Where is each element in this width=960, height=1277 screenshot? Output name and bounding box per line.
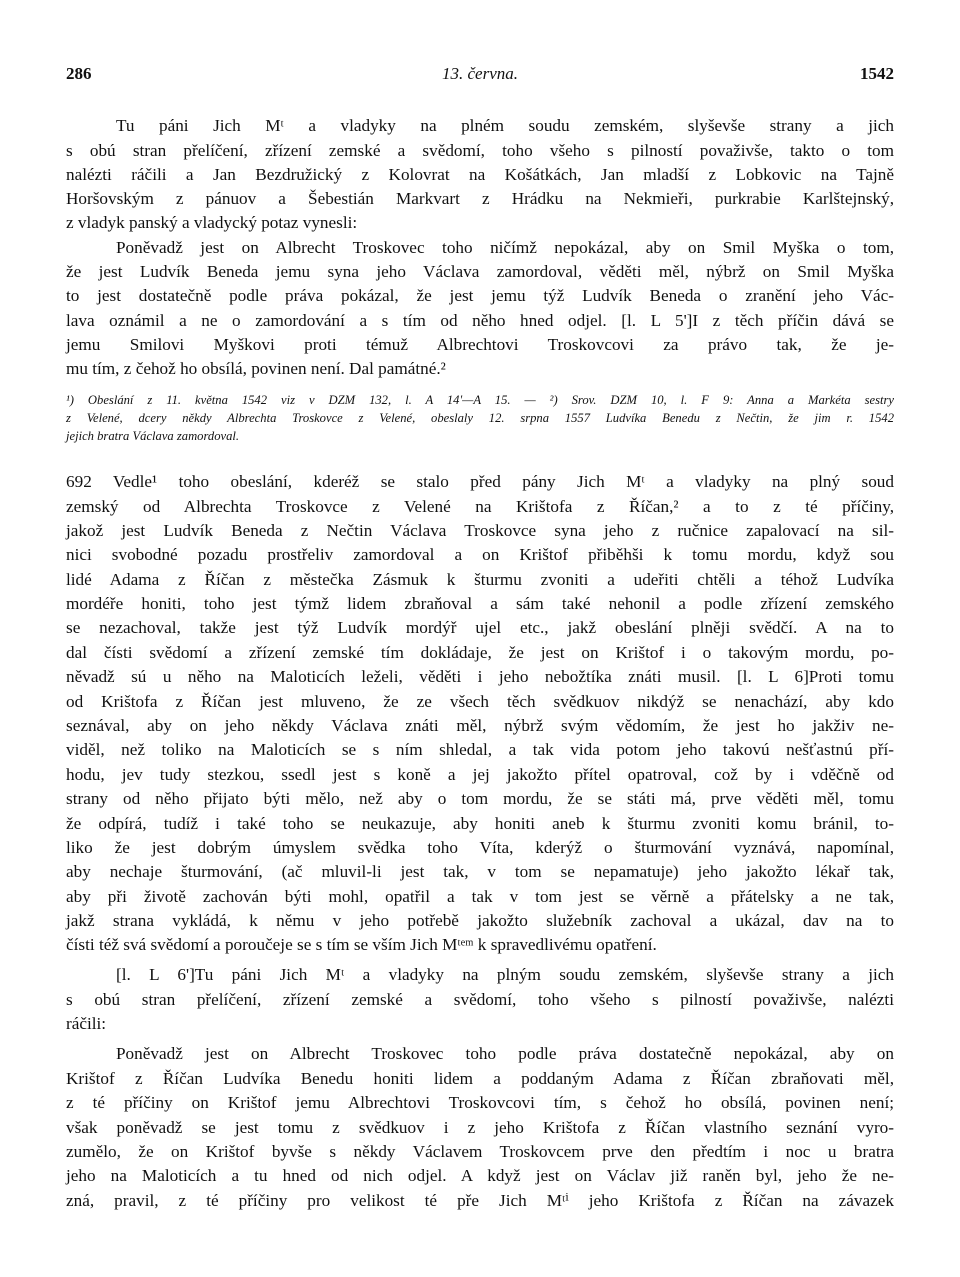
text-line: jakož jest Ludvík Beneda z Nečtin Václava Troskovce syna jeho z ručnice zapalovací na sil- (66, 521, 894, 540)
entry-first-line: 692 Vedle¹ toho obeslání, kderéž se stalo před pány Jich Mᵗ a vladyky na plný soud (66, 472, 894, 491)
text-line: zemský od Albrechta Troskovce z Velené na Krištofa z Říčan,² a to z té příčiny, (66, 497, 894, 516)
text-line: Poněvadž jest on Albrecht Troskovec toho ničímž nepokázal, aby on Smil Myška o tom, (116, 238, 894, 257)
text-line: zumělo, že on Krištof byvše s někdy Václavem Troskovcem prve den předtím i noc u bratra (66, 1142, 894, 1161)
text-line: ráčili: (66, 1014, 107, 1033)
footnote-line: jejich bratra Václava zamordoval. (66, 429, 240, 443)
text-line: s obú stran přelíčení, zřízení zemské a svědomí, toho všeho s pilností považivše, nalézti (66, 990, 894, 1009)
text-line: viděl, než toliko na Maloticích se s ním shledal, a tak vida potom jeho takovú nešťastnú pří- (66, 740, 894, 759)
text-line: zná, pravil, z té příčiny pro velikost té pře Jich Mᵗⁱ jeho Krištofa z Říčan na závazek (66, 1191, 894, 1210)
text-line: [l. L 6']Tu páni Jich Mᵗ a vladyky na plným soudu zemském, slyševše strany a jich (116, 965, 894, 984)
text-line: něvadž sú u něho na Maloticích leželi, věděti i jeho nebožtíka znáti musil. [l. L 6]Proti tomu (66, 667, 894, 686)
text-line: od Krištofa z Říčan jest mluveno, že ze všech těch svědkuov nikdýž se nenachází, aby kdo (66, 692, 894, 711)
text-line: Poněvadž jest on Albrecht Troskovec toho podle práva dostatečně nepokázal, aby on (116, 1044, 894, 1063)
text-line: Krištof z Říčan Ludvíka Benedu honiti lidem a poddaným Adama z Říčan zbraňovati měl, (66, 1069, 894, 1088)
text-line: Horšovským z pánuov a Šebestián Markvart z Hrádku na Nekmieři, purkrabie Karlštejnský, (66, 189, 894, 208)
text-line: aby při životě zachován býti mohl, opatřil a tak v tom jest se věrně a přátelsky a ne tak, (66, 887, 894, 906)
text-line: že jest Ludvík Beneda jemu syna jeho Václava zamordoval, věděti měl, nýbrž on Smil Myška (66, 262, 894, 281)
text-line: z té příčiny on Krištof jemu Albrechtovi Troskovcovi tím, s čehož ho obsílá, povinen není; (66, 1093, 894, 1112)
running-header (66, 64, 894, 86)
text-line: liko že jest dobrým úmyslem svědka toho Víta, kderýž o šturmování vyznává, napomínal, (66, 838, 894, 857)
text-line: čísti též svá svědomí a poroučeje se s tím se vším Jich Mᵗᵉᵐ k spravedlivému opatření. (66, 935, 657, 954)
text-line: že odpírá, tudíž i také toho se neukazuje, aby honiti aneb k šturmu zvoniti komu bránil, to- (66, 814, 894, 833)
text-line: strany od něho přijato býti mělo, než aby o tom mordu, že se státi má, prve věděti měl, tomu (66, 789, 894, 808)
text-line: jeho na Maloticích a tu hned od nich odjel. A když jest on Václav již raněn byl, jeho že ne- (66, 1166, 894, 1185)
footnote-line: z Velené, dcery někdy Albrechta Troskovce z Velené, obeslaly 12. srpna 1557 Ludvíka Benedu z Nečtin, že jim r. 1542 (66, 411, 894, 425)
header-year: 1542 (860, 64, 894, 83)
text-line: lava oznámil a ne o zamordování a s tím od něho hned odjel. [l. L 5']I z těch příčin dává se (66, 311, 894, 330)
text-line: se nezachoval, takže jest týž Ludvík mordýř ujel etc., jakž obeslání plněji svědčí. A na to (66, 618, 894, 637)
text-line: dal čísti svědomí a zřízení zemské tím dokládaje, že jest on Krištof i o takovým mordu, po- (66, 643, 894, 662)
text-line: z vladyk panský a vladycký potaz vynesli: (66, 213, 358, 232)
text-line: to jest dostatečně podle práva pokázal, že jest jemu týž Ludvík Beneda o zranění jeho Vác- (66, 286, 894, 305)
text-line: lidé Adama z Říčan z městečka Zásmuk k šturmu zvoniti a udeřiti chtěli a téhož Ludvíka (66, 570, 894, 589)
text-line: s obú stran přelíčení, zřízení zemské a svědomí, toho všeho s pilností považivše, takto o tom (66, 141, 894, 160)
header-date: 13. června. (441, 64, 518, 83)
text-line: Tu páni Jich Mᵗ a vladyky na plném soudu zemském, slyševše strany a jich (116, 116, 894, 135)
page-number: 286 (66, 64, 92, 83)
text-line: jakž strana vykládá, k němu v jeho potřebě jakožto služebník zachoval a ukázal, dav na to (66, 911, 894, 930)
text-line: však poněvadž se jest tomu z svědkuov i z jeho Krištofa z Říčan vlastního seznání vyro- (66, 1118, 894, 1137)
footnote-line: ¹) Obeslání z 11. května 1542 viz v DZM 132, l. A 14'—A 15. — ²) Srov. DZM 10, l. F 9: Anna a Markéta sestry (66, 393, 894, 407)
text-line: jemu Smilovi Myškovi proti témuž Albrechtovi Troskovcovi za právo tak, že je- (66, 335, 894, 354)
text-line: mu tím, z čehož ho obsílá, povinen není. Dal památné.² (66, 359, 446, 378)
text-line: nalézti ráčili a Jan Bezdružický z Kolovrat na Košátkách, Jan mladší z Lobkovic na Tajně (66, 165, 894, 184)
text-line: aby nechaje šturmování, (ač mluvil-li jest tak, v tom se nepamatuje) jeho jakožto lékař tak, (66, 862, 894, 881)
text-line: seznával, aby on jeho někdy Václava znáti měl, nýbrž svým vědomím, že jest ho jakživ ne- (66, 716, 894, 735)
text-line: hodu, jev tudy stezkou, ssedl jest s koně a jej jakožto přítel opatroval, což by i vděčně od (66, 765, 894, 784)
text-line: nici svobodné pozadu prostřeliv zamordoval a on Krištof přiběhši k tomu mordu, když sou (66, 545, 894, 564)
text-line: mordéře honiti, toho jest týmž lidem zbraňoval a sám také nehonil a podle zřízení zemského (66, 594, 894, 613)
